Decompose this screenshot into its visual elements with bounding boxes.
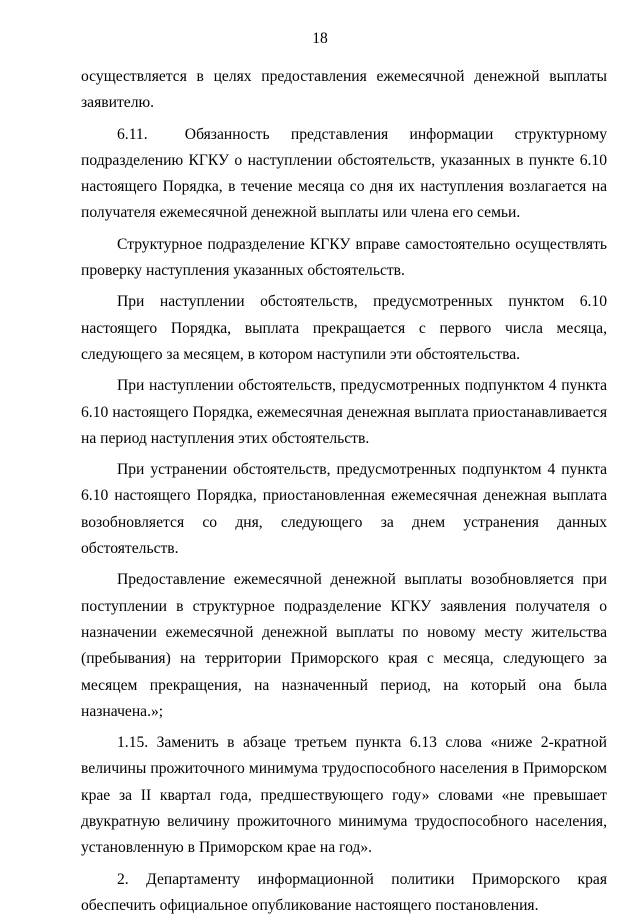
- page-number: 18: [312, 30, 328, 47]
- paragraph-suspension: При наступлении обстоятельств, предусмотренных подпунктом 4 пункта 6.10 настоящего Порядка, ежемесячная денежная выплата приостанавливается на период наступления этих обстоятельств.: [81, 377, 607, 447]
- paragraph-continuation: осуществляется в целях предоставления ежемесячной денежной выплаты заявителю.: [81, 68, 607, 112]
- paragraph-clause-6-11: 6.11. Обязанность представления информации структурному подразделению КГКУ о наступлении обстоятельств, указанных в пункте 6.10 настоящего Порядка, в течение месяца со дня их наступления возлагается на получателя ежемесячной денежной выплаты или члена его семьи.: [81, 125, 607, 222]
- paragraph-publication-order: 2. Департаменту информационной политики Приморского края обеспечить официальное опубликование настоящего постановления.: [81, 870, 607, 914]
- paragraph-amendment-1-15: 1.15. Заменить в абзаце третьем пункта 6.13 слова «ниже 2-кратной величины прожиточного минимума трудоспособного населения в Приморском крае за II квартал года, предшествующего году» словами «не превышает двукратную величину прожиточного минимума трудоспособного населения, установленную в Приморском крае на год».: [81, 734, 607, 857]
- paragraph-termination: При наступлении обстоятельств, предусмотренных пунктом 6.10 настоящего Порядка, выплата прекращается с первого числа месяца, следующего за месяцем, в котором наступили эти обстоятельства.: [81, 293, 607, 363]
- document-body: [81, 64, 607, 924]
- paragraph-verification: Структурное подразделение КГКУ вправе самостоятельно осуществлять проверку наступления указанных обстоятельств.: [81, 235, 607, 280]
- paragraph-relocation-resumption: Предоставление ежемесячной денежной выплаты возобновляется при поступлении в структурное подразделение КГКУ заявления получателя о назначении ежемесячной денежной выплаты по новому месту жительства (пребывания) на территории Приморского края с месяца, следующего за месяцем прекращения, на назначенный период, на который она была назначена.»;: [81, 571, 607, 720]
- paragraph-resumption: При устранении обстоятельств, предусмотренных подпунктом 4 пункта 6.10 настоящего Порядка, приостановленная ежемесячная денежная выплата возобновляется со дня, следующего за днем устранения данных обстоятельств.: [81, 461, 607, 558]
